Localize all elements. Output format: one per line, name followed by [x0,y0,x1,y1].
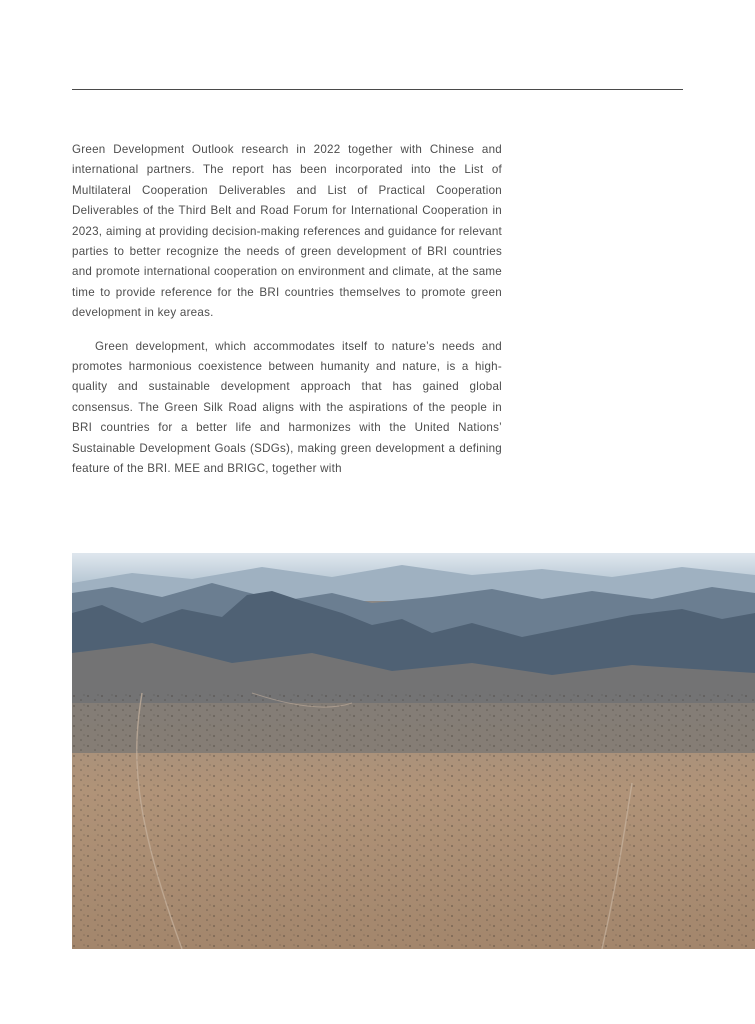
desert-landscape-photo [72,553,755,949]
desert-shrubs [72,693,755,949]
paragraph-1: Green Development Outlook research in 2022 together with Chinese and international partners. The report has been incorporated into the List of Multilateral Cooperation Deliverables and List of Practical Cooperation Deliverables of the Third Belt and Road Forum for International Cooperation in 2023, aiming at providing decision-making references and guidance for relevant parties to better recognize the needs of green development of BRI countries and promote international cooperation on environment and climate, at the same time to provide reference for the BRI countries themselves to promote green development in key areas. [72,143,502,320]
body-text [72,140,502,480]
header-rule [72,89,683,90]
paragraph-2: Green development, which accommodates itself to nature’s needs and promotes harmonious coexistence between humanity and nature, is a high-quality and sustainable development approach that has gained global consensus. The Green Silk Road aligns with the aspirations of the people in BRI countries for a better life and harmonizes with the United Nations’ Sustainable Development Goals (SDGs), making green development a defining feature of the BRI. MEE and BRIGC, together with [72,339,502,476]
